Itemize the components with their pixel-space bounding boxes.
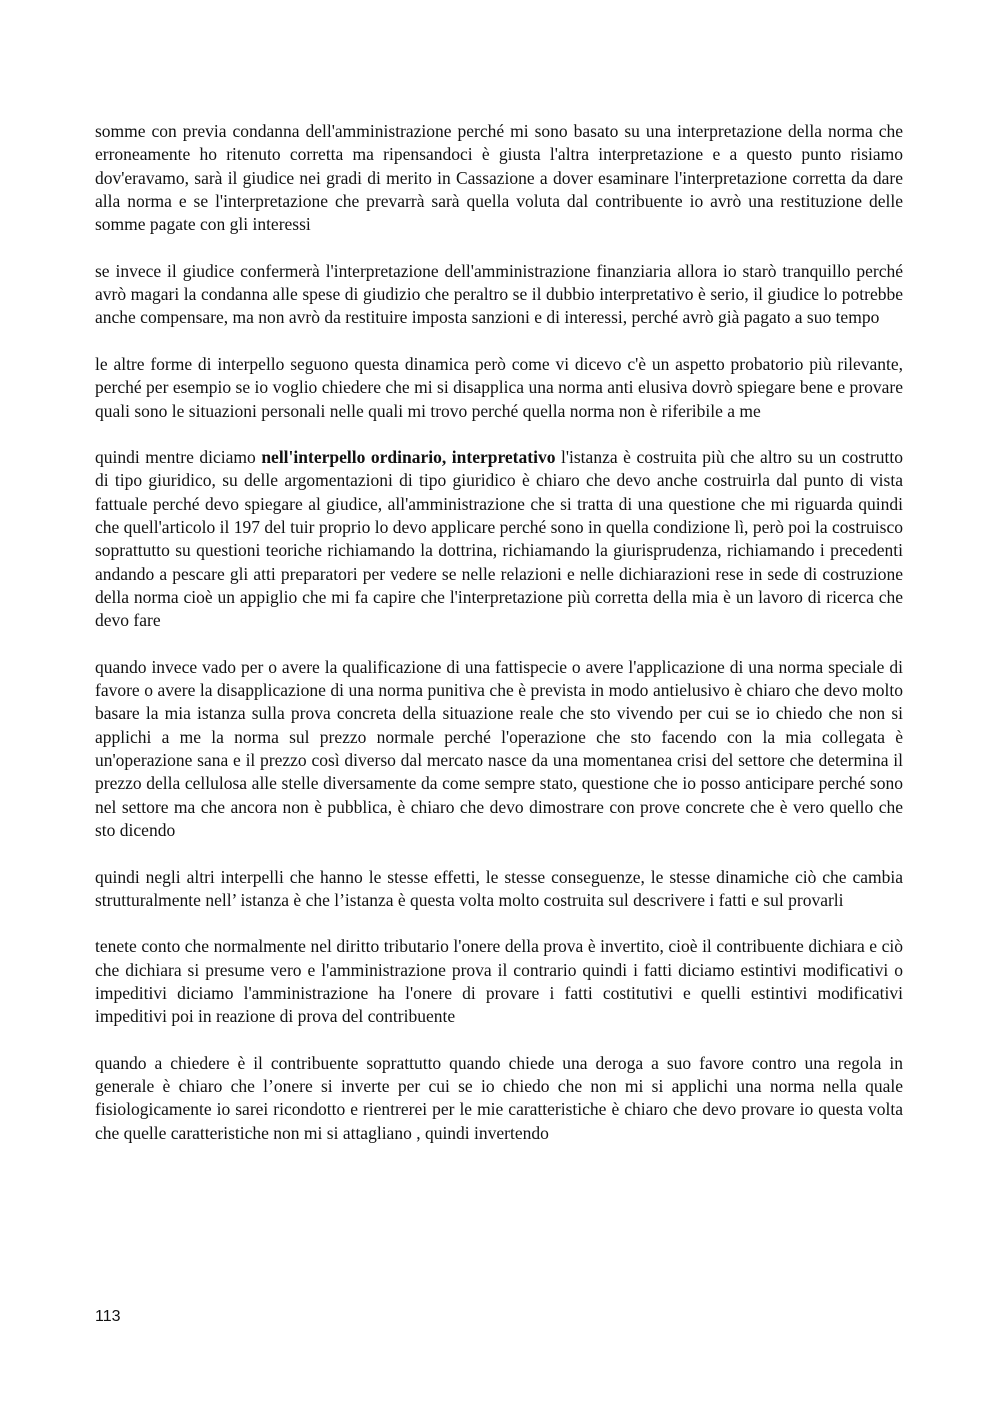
page-number: 113 — [95, 1308, 121, 1325]
document-body — [95, 120, 903, 1145]
paragraph: le altre forme di interpello seguono questa dinamica però come vi dicevo c'è un aspetto probatorio più rilevante, perché per esempio se io voglio chiedere che mi si disapplica una norma anti elusiva dovrò spiegare bene e provare quali sono le situazioni personali nelle quali mi trovo perché quella norma non è riferibile a me — [95, 353, 903, 421]
paragraph — [95, 446, 903, 632]
paragraph-text: l'istanza è costruita più che altro su un costrutto di tipo giuridico, su delle argomentazioni di tipo giuridico è chiaro che devo anche costruirla dal punto di vista fattuale perché devo spiegare al giudice, all'amministrazione che si tratta di una questione che mi riguarda quindi che quell'articolo il 197 del tuir proprio lo devo applicare perché sono in quella condizione lì, però poi la costruisco soprattutto su questioni teoriche richiamando la dottrina, richiamando la giurisprudenza, richiamando i precedenti andando a pescare gli atti preparatori per vedere se nelle relazioni e nelle dichiarazioni rese in sede di costruzione della norma cioè un appiglio che mi fa capire che l'interpretazione più corretta della mia è un lavoro di ricerca che devo fare — [95, 447, 903, 631]
paragraph: somme con previa condanna dell'amministrazione perché mi sono basato su una interpretazione della norma che erroneamente ho ritenuto corretta ma ripensandoci è giusta l'altra interpretazione e a questo punto risiamo dov'eravamo, sarà il giudice nei gradi di merito in Cassazione a dover esaminare l'interpretazione corretta da dare alla norma e se l'interpretazione che prevarrà sarà quella voluta dal contribuente io avrò una restituzione delle somme pagate con gli interessi — [95, 121, 903, 235]
paragraph: quando invece vado per o avere la qualificazione di una fattispecie o avere l'applicazione di una norma speciale di favore o avere la disapplicazione di una norma punitiva che è prevista in modo antielusivo è chiaro che devo molto basare la mia istanza sulla prova concreta della situazione reale che sto vivendo per cui se io chiedo che non si applichi a me la norma sul prezzo normale perché l'operazione che sto facendo con la mia collegata è un'operazione sana e il prezzo così diverso dal mercato nasce da una momentanea crisi del settore che determina il prezzo della cellulosa alle stelle diversamente da come sempre stato, questione che io posso anticipare perché sono nel settore ma che ancora non è pubblica, è chiaro che devo dimostrare con prove concrete che è vero quello che sto dicendo — [95, 656, 903, 840]
paragraph: tenete conto che normalmente nel diritto tributario l'onere della prova è invertito, cioè il contribuente dichiara e ciò che dichiara si presume vero e l'amministrazione prova il contrario quindi i fatti diciamo estintivi modificativi o impeditivi diciamo l'amministrazione ha l'onere di provare i fatti costitutivi e quelli estintivi modificativi impeditivi poi in reazione di prova del contribuente — [95, 936, 903, 1027]
paragraph: quindi negli altri interpelli che hanno le stesse effetti, le stesse conseguenze, le stesse dinamiche ciò che cambia strutturalmente nell’ istanza è che l’istanza è questa volta molto costruita sul descrivere i fatti e sul provarli — [95, 866, 903, 910]
paragraph-text: quindi mentre diciamo — [95, 447, 262, 468]
paragraph: se invece il giudice confermerà l'interpretazione dell'amministrazione finanziaria allora io starò tranquillo perché avrò magari la condanna alle spese di giudizio che peraltro se il dubbio interpretativo è serio, il giudice lo potrebbe anche compensare, ma non avrò da restituire imposta sanzioni e di interessi, perché avrò già pagato a suo tempo — [95, 260, 903, 328]
bold-phrase: nell'interpello ordinario, interpretativo — [261, 447, 556, 468]
paragraph: quando a chiedere è il contribuente soprattutto quando chiede una deroga a suo favore contro una regola in generale è chiaro che l’onere si inverte per cui se io chiedo che non mi si applichi una norma nella quale fisiologicamente io sarei ricondotto e rientrerei per le mie caratteristiche è chiaro che devo provare io questa volta che quelle caratteristiche non mi si attagliano , quindi invertendo — [95, 1052, 903, 1143]
